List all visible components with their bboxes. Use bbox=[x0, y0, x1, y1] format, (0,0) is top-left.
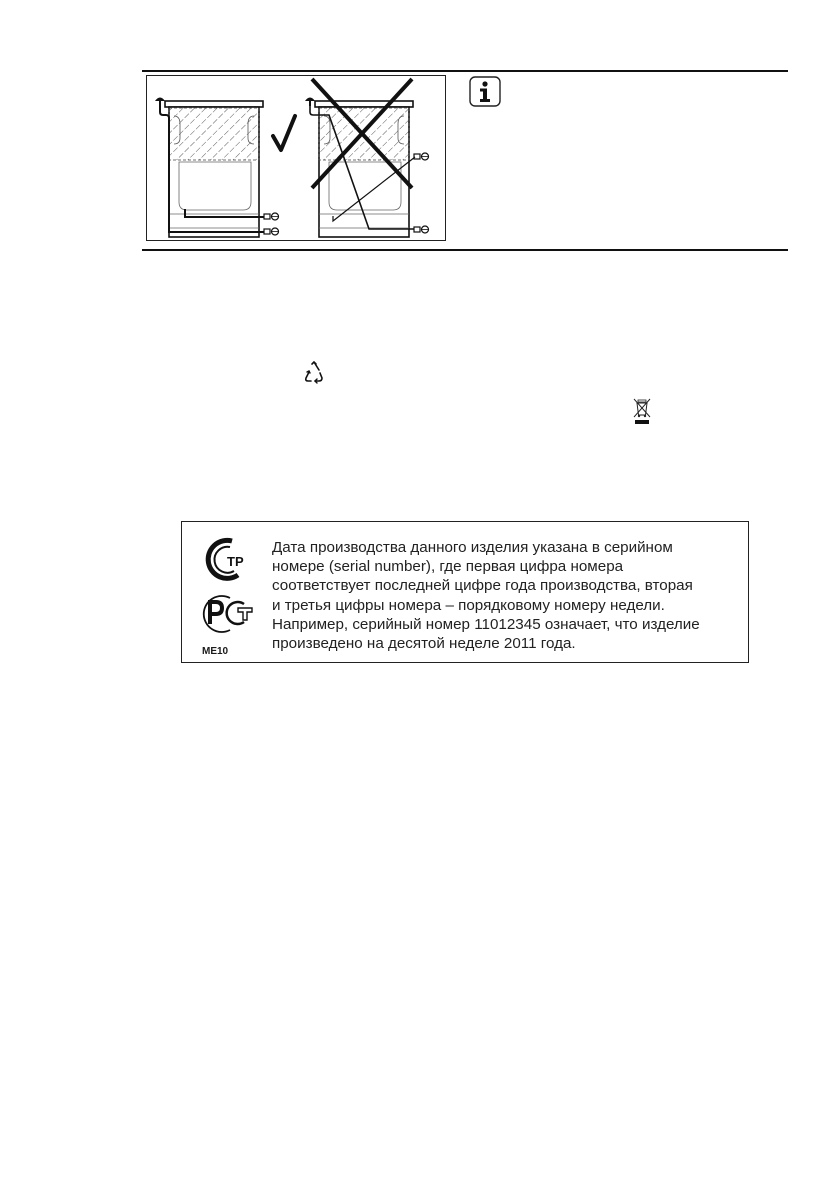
certification-notice-box bbox=[181, 521, 749, 663]
recycle-icon bbox=[302, 360, 326, 384]
certification-logos bbox=[194, 534, 264, 657]
text-line: Например, серийный номер 11012345 означает, что изделие bbox=[272, 615, 700, 633]
gost-tr-mark-icon bbox=[208, 540, 244, 580]
text-line: произведено на десятой неделе 2011 года. bbox=[272, 635, 576, 653]
installation-diagram bbox=[146, 75, 446, 241]
text-line: номере (serial number), где первая цифра номера bbox=[272, 558, 624, 576]
svg-text:ТР: ТР bbox=[227, 554, 244, 569]
incorrect-cooker-drawing bbox=[305, 79, 429, 237]
production-date-explanation bbox=[272, 538, 742, 653]
rst-mark-icon bbox=[204, 596, 252, 632]
weee-bin-icon bbox=[631, 396, 653, 426]
top-rule bbox=[142, 70, 788, 72]
logo-code: ME10 bbox=[202, 646, 229, 657]
info-icon bbox=[469, 76, 501, 107]
correct-cooker-drawing bbox=[155, 98, 295, 238]
text-line: соответствует последней цифре года производства, вторая bbox=[272, 577, 693, 595]
text-line: и третья цифры номера – порядковому номеру недели. bbox=[272, 596, 665, 614]
text-line: Дата производства данного изделия указана в серийном bbox=[272, 539, 673, 556]
bottom-rule bbox=[142, 249, 788, 251]
